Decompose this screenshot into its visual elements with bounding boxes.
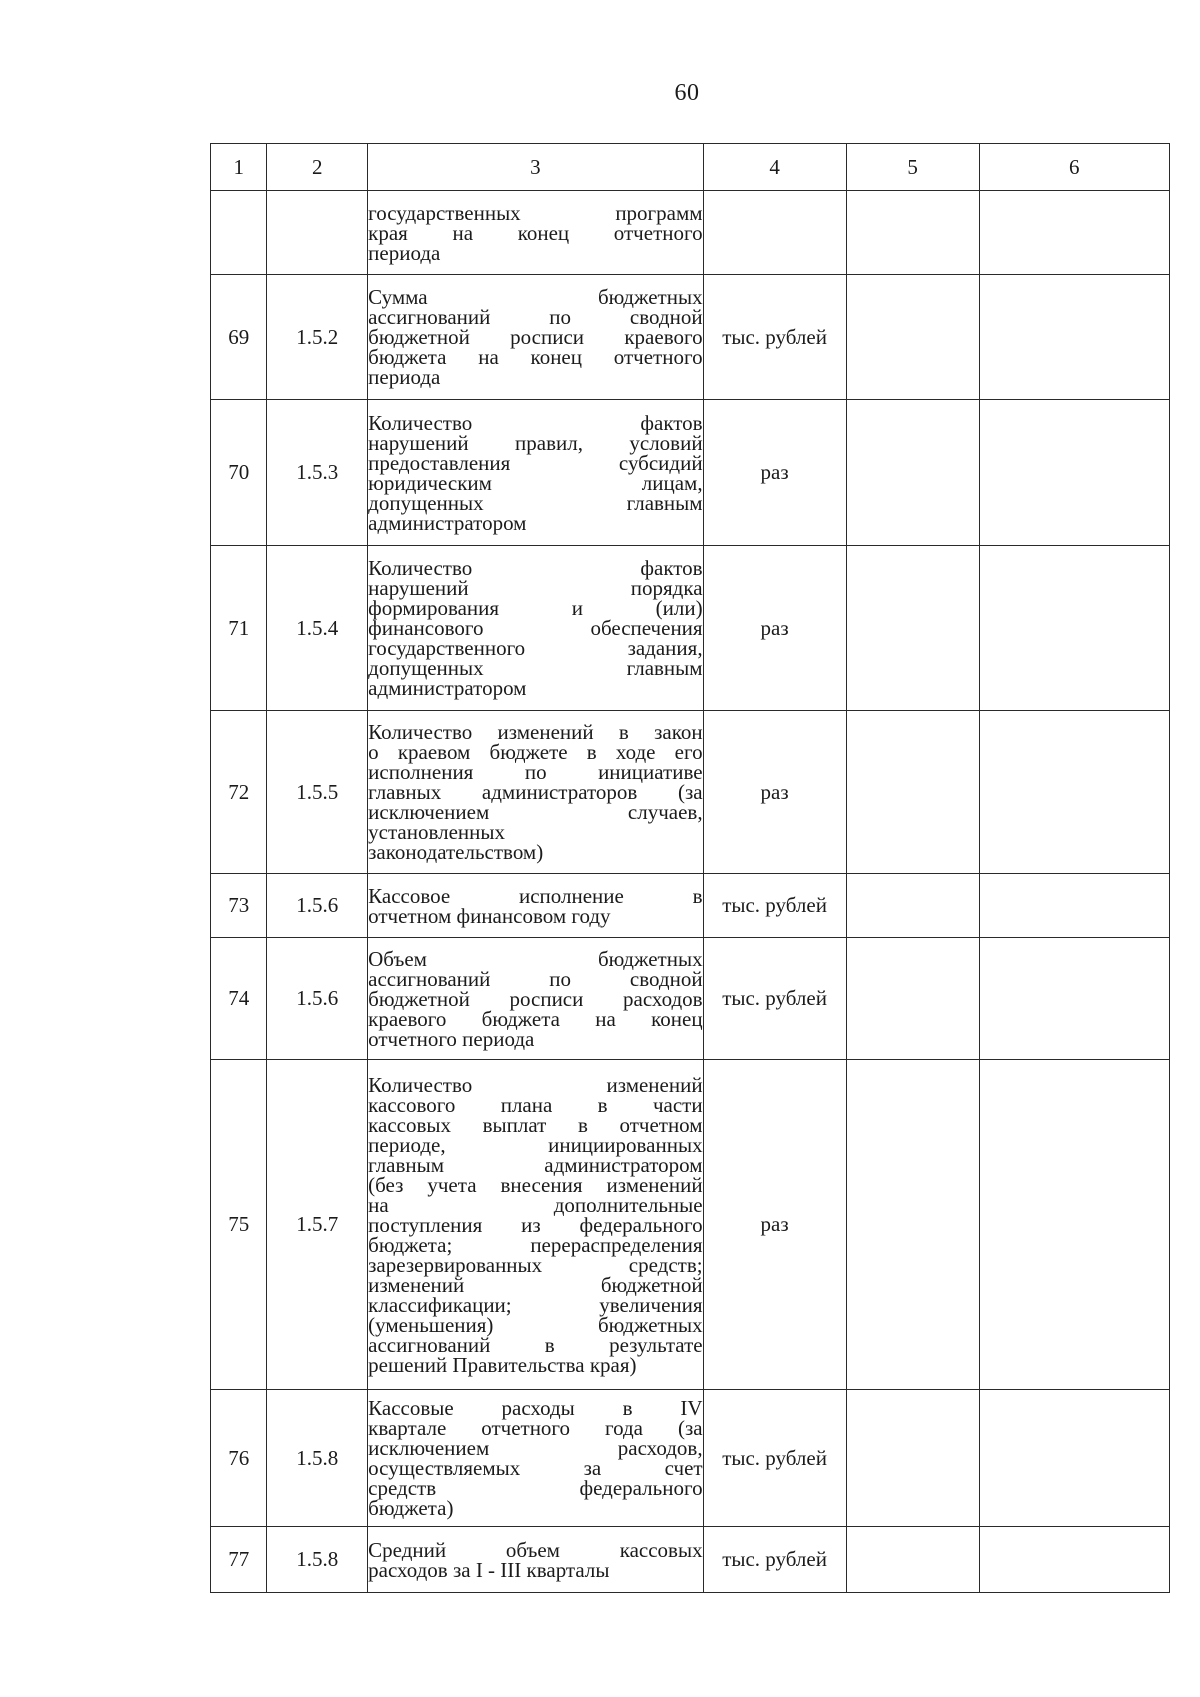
unit-cell: тыс. рублей: [703, 1390, 846, 1527]
description-line: решений Правительства края): [368, 1352, 637, 1377]
description-line: юридическим лицам,: [368, 470, 703, 495]
description-line: расходов за I - III кварталы: [368, 1557, 610, 1582]
indicator-description-cell: [368, 711, 703, 874]
indicator-code-cell: 1.5.3: [267, 400, 368, 546]
value-cell-6: [979, 1527, 1169, 1593]
description-line: ассигнований по сводной: [368, 966, 703, 991]
unit-cell: тыс. рублей: [703, 938, 846, 1060]
description-line: финансового обеспечения: [368, 616, 703, 640]
indicator-description-cell: [368, 191, 703, 275]
description-line: исключением случаев,: [368, 800, 703, 824]
header-cell-5: 5: [846, 144, 979, 191]
unit-cell: раз: [703, 1060, 846, 1390]
table-row: [211, 938, 1170, 1060]
description-line: Объем бюджетных: [368, 946, 703, 971]
description-line: на дополнительные: [368, 1192, 703, 1217]
value-cell-5: [846, 400, 979, 546]
indicator-code-cell: 1.5.7: [267, 1060, 368, 1390]
value-cell-5: [846, 938, 979, 1060]
description-line: бюджетной росписи краевого: [368, 325, 703, 349]
description-line: бюджета; перераспределения: [368, 1232, 703, 1257]
value-cell-6: [979, 191, 1169, 275]
description-line: главных администраторов (за: [368, 780, 703, 804]
indicator-description-cell: [368, 874, 703, 938]
row-number-cell: 73: [211, 874, 267, 938]
indicator-code-cell: 1.5.2: [267, 275, 368, 400]
row-number-cell: 70: [211, 400, 267, 546]
indicator-description-cell: [368, 400, 703, 546]
value-cell-6: [979, 1060, 1169, 1390]
description-line: Кассовые расходы в IV: [368, 1396, 703, 1420]
indicator-description-cell: [368, 1390, 703, 1527]
indicator-description-cell: [368, 1527, 703, 1593]
unit-cell: раз: [703, 546, 846, 711]
indicators-table: [210, 143, 1170, 1593]
description-line: края на конец отчетного: [368, 220, 703, 245]
value-cell-5: [846, 1060, 979, 1390]
table-row: [211, 1527, 1170, 1593]
description-line: установленных: [368, 820, 505, 844]
description-line: администратором: [368, 510, 527, 535]
description-line: отчетного периода: [368, 1026, 535, 1051]
value-cell-6: [979, 275, 1169, 400]
description-line: ассигнований в результате: [368, 1332, 703, 1357]
description-line: нарушений порядка: [368, 576, 703, 600]
description-line: периоде, инициированных: [368, 1132, 703, 1157]
table-row: [211, 874, 1170, 938]
indicator-description-cell: [368, 938, 703, 1060]
unit-cell: раз: [703, 711, 846, 874]
description-line: осуществляемых за счет: [368, 1456, 703, 1480]
table-row: [211, 546, 1170, 711]
description-line: кассового плана в части: [368, 1092, 703, 1117]
description-line: государственных программ: [368, 200, 703, 225]
indicator-description-cell: [368, 1060, 703, 1390]
description-line: зарезервированных средств;: [368, 1252, 703, 1277]
description-line: поступления из федерального: [368, 1212, 703, 1237]
description-line: средств федерального: [368, 1476, 703, 1500]
description-line: ассигнований по сводной: [368, 305, 703, 329]
indicator-code-cell: 1.5.8: [267, 1527, 368, 1593]
value-cell-5: [846, 874, 979, 938]
indicator-description-cell: [368, 275, 703, 400]
unit-cell: раз: [703, 400, 846, 546]
description-line: исполнения по инициативе: [368, 760, 703, 784]
description-line: бюджетной росписи расходов: [368, 986, 703, 1011]
table-body: [211, 191, 1170, 1593]
description-line: Средний объем кассовых: [368, 1537, 703, 1562]
table-row: [211, 400, 1170, 546]
description-line: Количество изменений: [368, 1072, 703, 1097]
unit-cell: тыс. рублей: [703, 1527, 846, 1593]
indicator-code-cell: 1.5.6: [267, 874, 368, 938]
unit-cell: [703, 191, 846, 275]
value-cell-5: [846, 711, 979, 874]
description-line: главным администратором: [368, 1152, 703, 1177]
description-line: Сумма бюджетных: [368, 285, 703, 309]
unit-cell: тыс. рублей: [703, 874, 846, 938]
description-line: Количество фактов: [368, 410, 703, 435]
description-line: периода: [368, 365, 441, 389]
description-line: бюджета): [368, 1496, 454, 1520]
indicator-code-cell: 1.5.5: [267, 711, 368, 874]
description-line: квартале отчетного года (за: [368, 1416, 703, 1440]
description-line: (без учета внесения изменений: [368, 1172, 703, 1197]
indicator-code-cell: 1.5.4: [267, 546, 368, 711]
table-row: [211, 1060, 1170, 1390]
value-cell-6: [979, 938, 1169, 1060]
description-line: краевого бюджета на конец: [368, 1006, 703, 1031]
value-cell-5: [846, 275, 979, 400]
table-row: [211, 191, 1170, 275]
description-line: исключением расходов,: [368, 1436, 703, 1460]
description-line: (уменьшения) бюджетных: [368, 1312, 703, 1337]
value-cell-6: [979, 711, 1169, 874]
row-number-cell: [211, 191, 267, 275]
table-row: [211, 711, 1170, 874]
description-line: классификации; увеличения: [368, 1292, 703, 1317]
description-line: допущенных главным: [368, 656, 703, 680]
description-line: о краевом бюджете в ходе его: [368, 740, 703, 764]
value-cell-6: [979, 1390, 1169, 1527]
description-line: государственного задания,: [368, 636, 703, 660]
unit-cell: тыс. рублей: [703, 275, 846, 400]
description-line: кассовых выплат в отчетном: [368, 1112, 703, 1137]
value-cell-6: [979, 874, 1169, 938]
value-cell-5: [846, 546, 979, 711]
description-line: бюджета на конец отчетного: [368, 345, 703, 369]
indicator-description-cell: [368, 546, 703, 711]
value-cell-5: [846, 191, 979, 275]
description-line: формирования и (или): [368, 596, 703, 620]
description-line: Количество изменений в закон: [368, 720, 703, 744]
row-number-cell: 76: [211, 1390, 267, 1527]
description-line: нарушений правил, условий: [368, 430, 703, 455]
indicator-code-cell: [267, 191, 368, 275]
header-cell-4: 4: [703, 144, 846, 191]
description-line: допущенных главным: [368, 490, 703, 515]
description-line: периода: [368, 240, 441, 265]
row-number-cell: 72: [211, 711, 267, 874]
description-line: администратором: [368, 676, 527, 700]
row-number-cell: 77: [211, 1527, 267, 1593]
value-cell-6: [979, 400, 1169, 546]
table-row: [211, 1390, 1170, 1527]
header-row: [211, 144, 1170, 191]
indicator-code-cell: 1.5.8: [267, 1390, 368, 1527]
description-line: изменений бюджетной: [368, 1272, 703, 1297]
description-line: предоставления субсидий: [368, 450, 703, 475]
indicator-code-cell: 1.5.6: [267, 938, 368, 1060]
row-number-cell: 74: [211, 938, 267, 1060]
header-cell-3: 3: [368, 144, 703, 191]
description-line: Кассовое исполнение в: [368, 883, 703, 908]
header-cell-6: 6: [979, 144, 1169, 191]
description-line: Количество фактов: [368, 556, 703, 580]
header-cell-1: 1: [211, 144, 267, 191]
row-number-cell: 69: [211, 275, 267, 400]
header-cell-2: 2: [267, 144, 368, 191]
table-row: [211, 275, 1170, 400]
row-number-cell: 75: [211, 1060, 267, 1390]
value-cell-5: [846, 1390, 979, 1527]
description-line: законодательством): [368, 840, 544, 864]
page-number: 60: [674, 80, 700, 106]
value-cell-6: [979, 546, 1169, 711]
value-cell-5: [846, 1527, 979, 1593]
description-line: отчетном финансовом году: [368, 903, 611, 928]
row-number-cell: 71: [211, 546, 267, 711]
